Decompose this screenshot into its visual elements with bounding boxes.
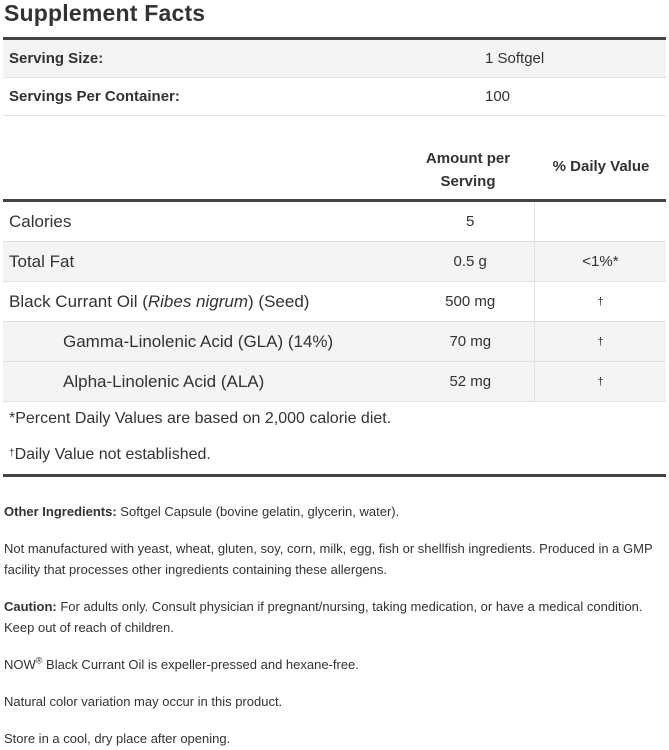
serving-table (3, 40, 666, 116)
nutrient-amount: 5 (466, 213, 475, 230)
registered-mark: ® (35, 655, 43, 666)
caution-label: Caution: (4, 599, 57, 614)
nutrient-row-calories (3, 202, 666, 242)
page-title: Supplement Facts (4, 0, 206, 26)
other-ingredients-label: Other Ingredients: (4, 504, 117, 519)
expeller-pressed-statement (4, 654, 666, 675)
nutrient-name-part: Black Currant Oil ( (9, 291, 148, 311)
servings-per-container-label: Servings Per Container: (9, 88, 180, 105)
servings-per-container-value: 100 (485, 88, 511, 105)
brand-name: NOW (4, 657, 36, 672)
nutrient-row-ala (3, 362, 666, 402)
nutrient-name-part: ) (Seed) (248, 291, 310, 311)
nutrient-latin-name: Ribes nigrum (147, 291, 249, 311)
nutrient-amount: 70 mg (449, 333, 492, 350)
nutrient-name: Total Fat (9, 251, 75, 271)
serving-size-row (3, 40, 666, 78)
nutrient-daily-value: † (534, 282, 666, 321)
servings-per-container-row (3, 78, 666, 116)
nutrient-table (3, 202, 666, 402)
allergen-statement: Not manufactured with yeast, wheat, gluten, soy, corn, milk, egg, fish or shellfish ingredients. Produced in a GMP facility that processes other ingredients containing these allergens. (4, 541, 653, 577)
nutrient-amount: 0.5 g (453, 253, 487, 270)
dagger-footnote (9, 446, 211, 464)
nutrient-amount: 52 mg (449, 373, 492, 390)
percent-dv-footnote: *Percent Daily Values are based on 2,000 calorie diet. (9, 410, 392, 427)
nutrient-amount: 500 mg (445, 293, 496, 310)
nutrient-name: Gamma-Linolenic Acid (GLA) (14%) (63, 331, 334, 351)
serving-size-value: 1 Softgel (485, 50, 545, 67)
caution-text: For adults only. Consult physician if pregnant/nursing, taking medication, or have a medical condition. Keep out of reach of children. (4, 599, 643, 635)
nutrient-name: Alpha-Linolenic Acid (ALA) (63, 371, 265, 391)
nutrient-name: Calories (9, 211, 72, 231)
dagger-symbol: † (9, 448, 15, 459)
nutrient-daily-value (534, 202, 666, 241)
nutrient-row-total-fat (3, 242, 666, 282)
other-ingredients-text: Softgel Capsule (bovine gelatin, glycerin, water). (116, 504, 400, 519)
amount-header-line1: Amount per (425, 150, 511, 167)
storage-statement: Store in a cool, dry place after opening. (4, 731, 231, 746)
bottom-divider (3, 474, 666, 477)
dagger-footnote-text: Daily Value not established. (14, 446, 211, 463)
serving-size-label: Serving Size: (9, 50, 104, 67)
amount-header-line2: Serving (440, 173, 496, 190)
nutrient-row-black-currant-oil (3, 282, 666, 322)
column-headers (3, 140, 666, 200)
amount-per-serving-header (408, 147, 528, 193)
daily-value-header: % Daily Value (552, 158, 650, 175)
caution-statement (4, 596, 666, 638)
nutrient-name (3, 292, 407, 312)
nutrient-daily-value: † (534, 322, 666, 361)
expeller-pressed-text: Black Currant Oil is expeller-pressed and hexane-free. (42, 657, 359, 672)
color-variation-statement: Natural color variation may occur in this product. (4, 694, 283, 709)
nutrient-daily-value: <1%* (534, 242, 666, 281)
other-ingredients (4, 501, 666, 522)
nutrient-daily-value: † (534, 362, 666, 401)
nutrient-row-gla (3, 322, 666, 362)
